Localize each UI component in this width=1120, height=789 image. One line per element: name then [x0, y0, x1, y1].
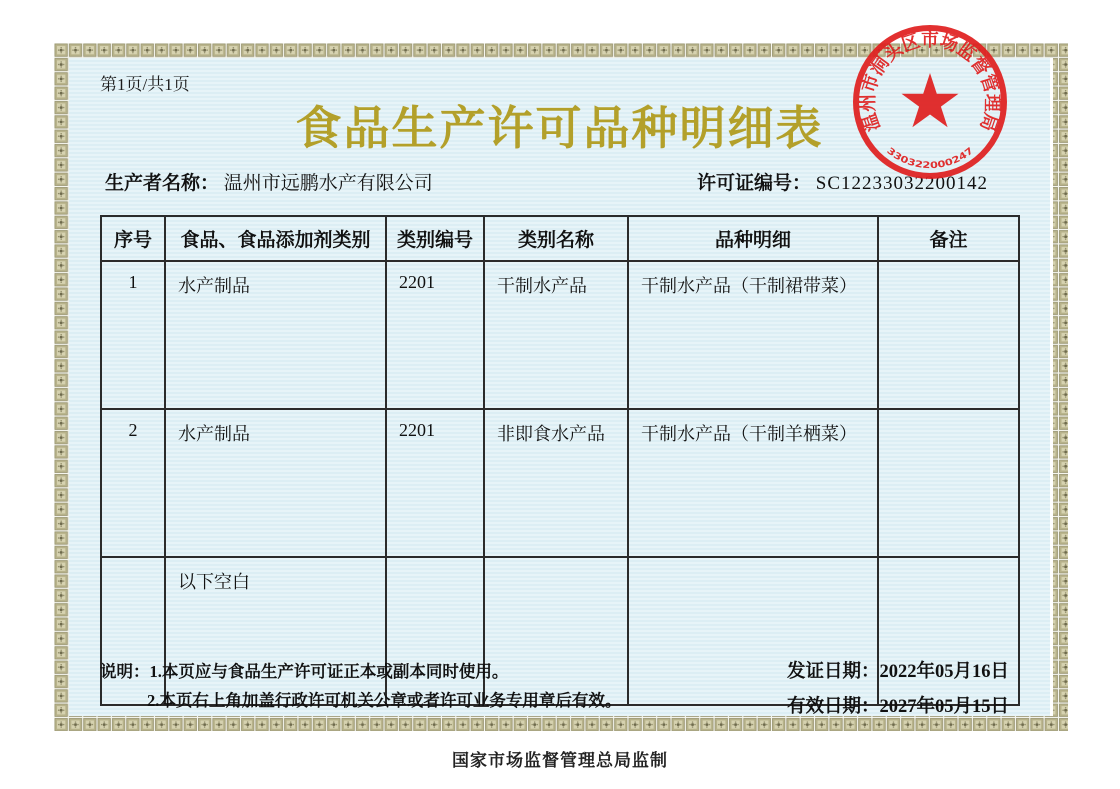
- seal-star-icon: [902, 73, 959, 127]
- column-header: 备注: [878, 216, 1019, 261]
- note-line-1: [100, 657, 621, 686]
- license-value: SC12233032200142: [815, 173, 989, 194]
- table-cell: 2: [101, 409, 165, 557]
- column-header: 类别名称: [484, 216, 628, 261]
- valid-date-row: [787, 690, 1009, 725]
- note-line-2: 2.本页右上角加盖行政许可机关公章或者许可业务专用章后有效。: [147, 691, 622, 710]
- table-cell: 干制水产品: [484, 261, 628, 409]
- table-cell: 2201: [386, 409, 484, 557]
- license-label: 许可证编号：: [697, 173, 812, 194]
- publisher-line: 国家市场监督管理总局监制: [452, 751, 668, 770]
- notes-block: [100, 657, 621, 715]
- table-cell: 非即食水产品: [484, 409, 628, 557]
- dates-block: [787, 655, 1009, 725]
- column-header: 品种明细: [628, 216, 878, 261]
- table-header-row: [101, 216, 1019, 261]
- document-title: 食品生产许可品种明细表: [295, 103, 824, 154]
- table-cell: 1: [101, 261, 165, 409]
- notes-label: 说明：: [100, 662, 150, 681]
- table-cell: 干制水产品（干制裙带菜）: [628, 261, 878, 409]
- table-cell: 水产制品: [165, 261, 386, 409]
- issue-date-label: 发证日期：: [787, 662, 880, 682]
- table-row: [101, 261, 1019, 409]
- table-cell: 2201: [386, 261, 484, 409]
- producer-name-row: [105, 168, 433, 195]
- seal-serial-number: 330322000247: [884, 146, 975, 172]
- issue-date-value: 2022年05月16日: [879, 662, 1010, 682]
- table-cell: 干制水产品（干制羊栖菜）: [628, 409, 878, 557]
- table-cell: [878, 409, 1019, 557]
- seal-authority-text: 温州市洞头区市场监督管理局: [857, 30, 1003, 135]
- producer-value: 温州市远鹏水产有限公司: [223, 173, 433, 194]
- page-indicator: 第1页/共1页: [100, 75, 190, 94]
- valid-date-label: 有效日期：: [787, 697, 880, 717]
- column-header: 序号: [101, 216, 165, 261]
- table-row: [101, 409, 1019, 557]
- table-cell: 水产制品: [165, 409, 386, 557]
- official-seal-stamp: [850, 22, 1020, 192]
- license-table: [100, 215, 1020, 706]
- producer-label: 生产者名称：: [105, 173, 220, 194]
- valid-date-value: 2027年05月15日: [879, 697, 1010, 717]
- table-cell: [878, 261, 1019, 409]
- table-cell: 以下空白: [165, 557, 386, 705]
- issue-date-row: [787, 655, 1009, 690]
- note-text-1: 1.本页应与食品生产许可证正本或副本同时使用。: [149, 662, 509, 681]
- column-header: 食品、食品添加剂类别: [165, 216, 386, 261]
- column-header: 类别编号: [386, 216, 484, 261]
